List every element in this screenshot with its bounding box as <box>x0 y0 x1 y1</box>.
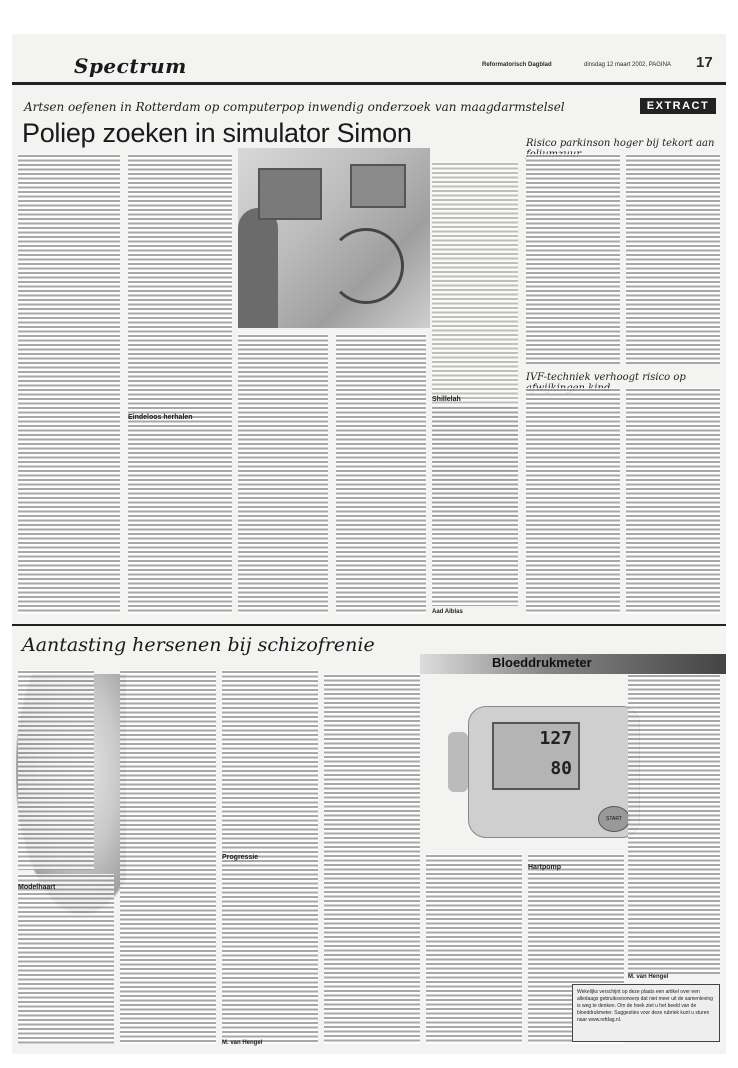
newspaper-page <box>12 34 726 1054</box>
article1-headline: Poliep zoeken in simulator Simon <box>22 118 412 148</box>
extract1-column-1 <box>526 154 620 364</box>
bloeddruk-column-2 <box>426 854 522 1044</box>
monitor-screen <box>492 722 580 790</box>
article1-author: Aad Alblas <box>432 609 463 615</box>
article1-column-5 <box>432 406 518 606</box>
article2-column-2 <box>120 670 216 1044</box>
article1-subhead-eindeloos: Eindeloos herhalen <box>128 414 193 421</box>
paper-name: Reformatorisch Dagblad <box>482 62 552 68</box>
section-title: Spectrum <box>74 54 187 78</box>
article2-subhead-modelhaart: Modelhaart <box>18 884 56 891</box>
bloeddruk-subhead-hartpomp: Hartpomp <box>528 864 562 871</box>
photo-person <box>238 208 278 328</box>
photo-monitor-2 <box>350 164 406 208</box>
article2-author: M. van Hengel <box>222 1040 263 1046</box>
bloeddruk-title: Bloeddrukmeter <box>492 655 592 670</box>
article1-subhead-shillelah: Shillelah <box>432 396 461 403</box>
start-button: START <box>598 806 630 832</box>
bloeddruk-author: M. van Hengel <box>628 974 669 980</box>
photo-endoscope <box>328 228 404 304</box>
article1-kicker: Artsen oefenen in Rotterdam op computerpop inwendig onderzoek van maagdarmstelsel <box>24 100 565 114</box>
article2-column-1a <box>18 670 94 870</box>
issue-date: dinsdag 12 maart 2002, PAGINA <box>584 62 671 68</box>
extract-label: EXTRACT <box>640 98 716 114</box>
article1-column-3 <box>238 334 328 614</box>
article2-headline: Aantasting hersenen bij schizofrenie <box>22 634 375 656</box>
bloeddruk-column-1 <box>324 674 420 1044</box>
extract2-column-1 <box>526 388 620 614</box>
reading-diastolic: 80 <box>550 758 572 779</box>
blood-pressure-monitor <box>448 686 648 846</box>
extract1-column-2 <box>626 154 720 364</box>
rubriek-infobox: Wekelijks verschijnt op deze plaats een artikel over een alledaags gebruiksvoorwerp dat niet meer uit de samenleving is weg te denken. Om de hoek ziet u het beeld van de bloeddrukmeter. Suggesties voor deze rubriek kunt u sturen naar www.refdag.nl. <box>572 984 720 1042</box>
bloeddruk-title-bar <box>420 654 726 674</box>
article2-subhead-progressie: Progressie <box>222 854 259 861</box>
bloeddruk-column-4 <box>628 674 720 974</box>
reading-systolic: 127 <box>539 728 572 749</box>
page-number: 17 <box>696 54 713 71</box>
article2-column-1b <box>18 874 114 1044</box>
simulator-photo <box>238 148 430 328</box>
extract-headline-2: IVF-techniek verhoogt risico op <box>526 372 686 383</box>
article1-column-4 <box>336 334 426 614</box>
extract-headline-1: Risico parkinson hoger bij tekort aan <box>526 138 715 149</box>
photo-monitor <box>258 168 322 220</box>
header-rule <box>12 82 726 85</box>
extract2-column-2 <box>626 388 720 614</box>
page-header <box>12 48 726 86</box>
section-divider <box>12 624 726 626</box>
article1-column-1 <box>18 154 120 614</box>
cuff-tube <box>448 732 468 792</box>
article1-column-2 <box>128 154 232 614</box>
